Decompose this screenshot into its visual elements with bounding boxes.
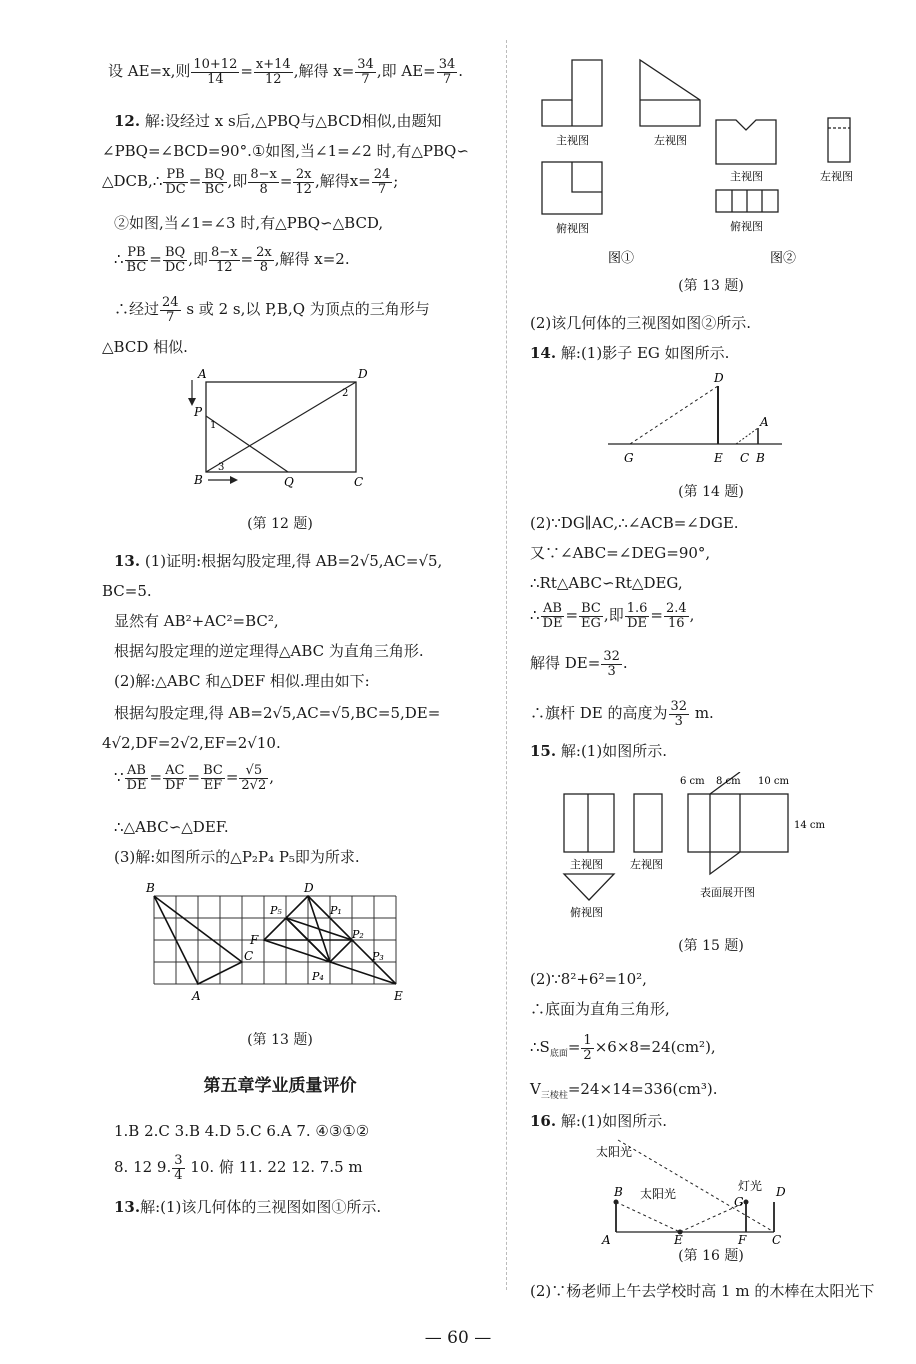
q13-line7: 4√2,DF=2√2,EF=2√10. (102, 734, 281, 752)
fig16-label-f: F (738, 1233, 747, 1246)
fig14-e: E (714, 451, 723, 465)
fig14-a: A (760, 415, 769, 429)
fig16-label-a: A (602, 1233, 611, 1246)
fig1-label: 图① (608, 251, 635, 266)
shadow-line-dg (630, 386, 718, 444)
answer-line-ae: 设 AE=x,则 $\frac{10+12}{14}$ = $\frac{x+14}{12}$ ,解得 x= $\frac{34}{7}$ ,即 AE= $\frac{34}{7}$ . (108, 57, 464, 87)
sun-ray-be (616, 1202, 680, 1232)
figure-13-three-views (530, 52, 860, 270)
q13-line1: 13. (1)证明:根据勾股定理,得 AB=2√5,AC=√5, (114, 552, 443, 570)
q14-line3: 又∵∠ABC=∠DEG=90°, (530, 544, 711, 562)
answers-line1: 1.B 2.C 3.B 4.D 5.C 6.A 7. ④③①② (114, 1122, 370, 1140)
q14-line2: (2)∵DG∥AC,∴∠ACB=∠DGE. (530, 514, 739, 532)
fig15-net (688, 794, 788, 852)
fig15-top-view (564, 874, 614, 900)
fig15-dim-8: 8 cm (716, 776, 741, 787)
view2-front (716, 120, 776, 164)
diagonal-bd (206, 382, 356, 472)
fig14-caption: (第 14 题) (678, 484, 744, 500)
grid-label-d: D (304, 882, 314, 895)
q16-line2: (2)∵杨老师上午去学校时高 1 m 的木棒在太阳光下 (530, 1282, 875, 1300)
q12-line6: ∴经过 $\frac{24}{7}$ s 或 2 s,以 P,B,Q 为顶点的三角形与 (114, 295, 430, 325)
fig15-net-label: 表面展开图 (700, 886, 755, 899)
q15-line4: $\therefore S_{底面}=$ $\frac{1}{2}$ ×6×8=24(cm²), (530, 1033, 716, 1063)
fig15-caption: (第 15 题) (678, 938, 744, 954)
point-b (614, 1200, 619, 1205)
grid-label-c: C (244, 949, 254, 963)
label-angle-3: 3 (218, 462, 225, 473)
label-b: B (194, 473, 203, 487)
q13-line3: 显然有 AB²+AC²=BC², (114, 612, 279, 630)
grid-label-p3: P₃ (372, 950, 384, 963)
q13-line2: BC=5. (102, 582, 152, 600)
label-q: Q (284, 475, 294, 489)
grid-label-p5: P₅ (270, 904, 282, 917)
q15-line5: $V_{三棱柱}=24\times 14=336(cm^3)$. (530, 1080, 718, 1101)
fig16-label-c: C (772, 1233, 782, 1246)
q12-line5: ∴ $\frac{PB}{BC}$ = $\frac{BQ}{DC}$ ,即 $\frac{8-x}{12}$ = $\frac{2x}{8}$ ,解得 x=2. (114, 245, 350, 275)
arrow-right-head-icon (230, 476, 238, 484)
q14-line7: ∴旗杆 DE 的高度为 $\frac{32}{3}$ m. (530, 699, 714, 729)
fig15-top-label: 俯视图 (570, 906, 603, 919)
fig14-d: D (714, 371, 724, 385)
figure-15 (550, 772, 850, 922)
q14-line6: 解得 DE= $\frac{32}{3}$ . (530, 649, 628, 679)
q13-line10: (3)解:如图所示的△P₂P₄ P₅即为所求. (114, 848, 360, 866)
figure-13-grid (140, 882, 410, 1012)
page-number: — 60 — (424, 1328, 492, 1348)
q14-line4: ∴Rt△ABC∽Rt△DEG, (530, 574, 683, 592)
view2-front-label: 主视图 (730, 170, 763, 183)
label-d: D (358, 368, 368, 381)
grid-label-a: A (192, 989, 201, 1003)
figure-12-rectangle (184, 368, 370, 490)
q13b-line1: 13.解:(1)该几何体的三视图如图①所示. (114, 1198, 382, 1216)
grid-label-p4: P₄ (312, 970, 324, 983)
fig14-g: G (624, 451, 634, 465)
fig15-front-view (564, 794, 614, 852)
section-title: 第五章学业质量评价 (203, 1076, 357, 1096)
fig15-dim-6: 6 cm (680, 776, 705, 787)
q12-line7: △BCD 相似. (102, 338, 188, 356)
grid-label-p1: P₁ (330, 904, 342, 917)
q15-line2: (2)∵8²+6²=10², (530, 970, 647, 988)
fig12-caption: (第 12 题) (247, 516, 313, 532)
view1-left (640, 60, 700, 126)
fig16-label-d: D (776, 1185, 786, 1199)
q14-line5: ∴ $\frac{AB}{DE}$ = $\frac{BC}{EG}$ ,即 $\frac{1.6}{DE}$ = $\frac{2.4}{16}$ , (530, 601, 695, 631)
q12-line3: △DCB,∴ $\frac{PB}{DC}$ = $\frac{BQ}{BC}$ ,即 $\frac{8-x}{8}$ = $\frac{2x}{12}$ ,解得x= $\frac{24}{7}$ ; (102, 167, 399, 197)
view1-left-label: 左视图 (654, 134, 687, 147)
fig16-label-b: B (614, 1185, 623, 1199)
fig15-dim-10: 10 cm (758, 776, 789, 787)
fig2-label: 图② (770, 251, 797, 266)
column-divider (506, 40, 507, 1290)
label-angle-1: 1 (210, 420, 217, 431)
q13-line6: 根据勾股定理,得 AB=2√5,AC=√5,BC=5,DE= (114, 704, 441, 722)
fig15-front-label: 主视图 (570, 858, 603, 871)
q13-line9: ∴△ABC∽△DEF. (114, 818, 229, 836)
q16-line1: 16. 解:(1)如图所示. (530, 1112, 667, 1130)
figure-14 (602, 370, 812, 470)
q15-line3: ∴底面为直角三角形, (530, 1000, 670, 1018)
fig16-sun2: 太阳光 (640, 1187, 677, 1201)
view2-left-label: 左视图 (820, 170, 853, 183)
q13-line5: (2)解:△ABC 和△DEF 相似.理由如下: (114, 672, 370, 690)
view2-left (828, 118, 850, 162)
label-p: P (194, 405, 203, 419)
shadow-line-ac (736, 428, 758, 444)
label-a: A (198, 368, 207, 381)
fig16-sun1: 太阳光 (596, 1145, 633, 1159)
grid-label-b: B (146, 882, 155, 895)
q12-line2: ∠PBQ=∠BCD=90°.①如图,当∠1=∠2 时,有△PBQ∽ (102, 142, 469, 160)
fig16-caption: (第 16 题) (678, 1248, 744, 1264)
figure-16 (590, 1136, 800, 1246)
answers-line2: 8. 12 9. $\frac{3}{4}$ 10. 俯 11. 22 12. 7.5 m (114, 1153, 363, 1183)
fig13-caption-left: (第 13 题) (247, 1032, 313, 1048)
fig15-left-view (634, 794, 662, 852)
view1-top-label: 俯视图 (556, 222, 589, 235)
q12-line4: ②如图,当∠1=∠3 时,有△PBQ∽△BCD, (114, 214, 384, 232)
fig14-c: C (740, 451, 750, 465)
q13-line4: 根据勾股定理的逆定理得△ABC 为直角三角形. (114, 642, 424, 660)
fig15-left-label: 左视图 (630, 858, 663, 871)
fig16-label-g: G (734, 1195, 744, 1209)
view2-top-label: 俯视图 (730, 220, 763, 233)
q15-line1: 15. 解:(1)如图所示. (530, 742, 667, 760)
fig16-label-e: E (674, 1233, 683, 1246)
label-angle-2: 2 (342, 388, 349, 399)
r-line1: (2)该几何体的三视图如图②所示. (530, 314, 752, 332)
q12-line1: 12. 解:设经过 x s后,△PBQ与△BCD相似,由题知 (114, 112, 442, 130)
grid-label-f: F (250, 933, 259, 947)
q14-line1: 14. 解:(1)影子 EG 如图所示. (530, 344, 730, 362)
fig16-lamp: 灯光 (738, 1179, 763, 1193)
label-c: C (354, 475, 364, 489)
view1-front-label: 主视图 (556, 134, 589, 147)
grid-label-p2: P₂ (352, 928, 364, 941)
point-g (744, 1200, 749, 1205)
fig15-dim-14: 14 cm (794, 820, 825, 831)
fig13-caption-right: (第 13 题) (678, 278, 744, 294)
q13-line8: ∵ $\frac{AB}{DE}$ = $\frac{AC}{DF}$ = $\frac{BC}{EF}$ = $\frac{√5}{2√2}$ , (114, 763, 275, 793)
fig14-b: B (756, 451, 765, 465)
grid-label-e: E (394, 989, 403, 1003)
